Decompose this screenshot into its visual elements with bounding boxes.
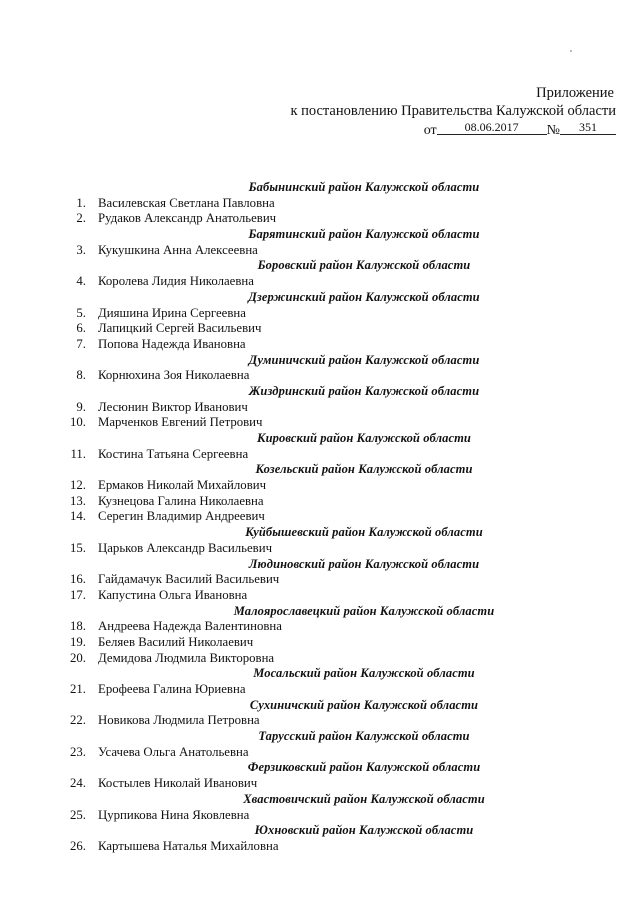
- district-heading: Хвастовичский район Калужской области: [243, 791, 485, 806]
- person-name: Рудаков Александр Анатольевич: [98, 211, 277, 226]
- list-item: [60, 306, 580, 322]
- list-item: [60, 635, 580, 651]
- document-date: 08.06.2017: [437, 120, 547, 135]
- list-item: [60, 541, 580, 557]
- item-number: 22.: [70, 713, 86, 728]
- list-item: [60, 447, 580, 463]
- list-item: [60, 572, 580, 588]
- list-item: [60, 415, 580, 431]
- person-name: Дияшина Ирина Сергеевна: [98, 305, 246, 320]
- list-item: [60, 274, 580, 290]
- list-item: [60, 651, 580, 667]
- person-name: Гайдамачук Василий Васильевич: [98, 572, 280, 587]
- district-heading: Людиновский район Калужской области: [248, 556, 480, 571]
- district-heading: Козельский район Калужской области: [255, 462, 473, 477]
- person-name: Кузнецова Галина Николаевна: [98, 493, 264, 508]
- district-heading: Барятинский район Калужской области: [248, 227, 480, 242]
- list-item: [60, 243, 580, 259]
- district-heading: Ферзиковский район Калужской области: [247, 760, 481, 775]
- district-heading: Куйбышевский район Калужской области: [245, 525, 483, 540]
- list-item: [60, 494, 580, 510]
- person-name: Попова Надежда Ивановна: [98, 336, 246, 351]
- date-prefix: от: [423, 123, 437, 138]
- person-name: Картышева Наталья Михайловна: [98, 838, 279, 853]
- list-item: [60, 713, 580, 729]
- district-heading: Думиничский район Калужской области: [248, 352, 480, 367]
- item-number: 11.: [70, 446, 86, 461]
- item-number: 4.: [76, 274, 86, 289]
- list-item: [60, 619, 580, 635]
- person-name: Марченков Евгений Петрович: [98, 415, 263, 430]
- item-number: 21.: [70, 682, 86, 696]
- item-number: 16.: [70, 572, 86, 587]
- person-name: Беляев Василий Николаевич: [98, 634, 254, 649]
- list-item: [60, 839, 580, 855]
- list-item: [60, 400, 580, 416]
- document-header: [290, 84, 616, 140]
- person-name: Костина Татьяна Сергеевна: [98, 446, 249, 461]
- item-number: 1.: [76, 195, 86, 210]
- item-number: 18.: [70, 619, 86, 634]
- district-heading: Дзержинский район Калужской области: [248, 289, 480, 304]
- list-item: [60, 321, 580, 337]
- item-number: 6.: [76, 321, 86, 336]
- date-number-line: [290, 120, 616, 140]
- person-name: Усачева Ольга Анатольевна: [98, 744, 249, 759]
- scan-dot: [570, 50, 572, 52]
- list-item: [60, 368, 580, 384]
- district-list: [60, 180, 580, 855]
- list-item: [60, 588, 580, 604]
- item-number: 20.: [70, 650, 86, 665]
- person-name: Корнюхина Зоя Николаевна: [98, 368, 250, 383]
- item-number: 7.: [76, 336, 86, 351]
- item-number: 5.: [76, 305, 86, 320]
- person-name: Королева Лидия Николаевна: [98, 274, 254, 289]
- person-name: Цурпикова Нина Яковлевна: [98, 807, 250, 822]
- person-name: Лесюнин Виктор Иванович: [98, 399, 248, 414]
- district-heading: Боровский район Калужской области: [257, 258, 471, 273]
- person-name: Ермаков Николай Михайлович: [98, 478, 267, 493]
- person-name: Андреева Надежда Валентиновна: [98, 619, 282, 634]
- person-name: Ерофеева Галина Юриевна: [98, 682, 246, 696]
- item-number: 26.: [70, 838, 86, 853]
- person-name: Царьков Александр Васильевич: [98, 540, 273, 555]
- district-heading: Юхновский район Калужской области: [254, 823, 474, 838]
- district-heading: Бабынинский район Калужской области: [248, 180, 480, 194]
- item-number: 14.: [70, 509, 86, 524]
- person-name: Кукушкина Анна Алексеевна: [98, 242, 258, 257]
- item-number: 12.: [70, 478, 86, 493]
- person-name: Костылев Николай Иванович: [98, 776, 258, 791]
- person-name: Капустина Ольга Ивановна: [98, 587, 248, 602]
- item-number: 3.: [76, 242, 86, 257]
- person-name: Новикова Людмила Петровна: [98, 713, 260, 728]
- list-item: [60, 682, 580, 698]
- district-heading: Кировский район Калужской области: [257, 431, 471, 445]
- person-name: Демидова Людмила Викторовна: [98, 650, 275, 665]
- district-heading: Тарусский район Калужской области: [258, 729, 470, 744]
- item-number: 13.: [70, 493, 86, 508]
- item-number: 9.: [76, 399, 86, 414]
- district-heading: Малоярославецкий район Калужской области: [233, 603, 495, 618]
- district-heading: Сухиничский район Калужской области: [249, 697, 479, 712]
- document-number: 351: [560, 120, 616, 135]
- list-item: [60, 196, 580, 212]
- list-item: [60, 776, 580, 792]
- appendix-title: Приложение: [536, 85, 614, 101]
- item-number: 17.: [70, 587, 86, 602]
- appendix-subtitle: к постановлению Правительства Калужской области: [290, 103, 616, 119]
- item-number: 2.: [76, 211, 86, 226]
- item-number: 8.: [76, 368, 86, 383]
- item-number: 24.: [70, 776, 86, 791]
- person-name: Василевская Светлана Павловна: [98, 195, 275, 210]
- item-number: 19.: [70, 634, 86, 649]
- person-name: Серегин Владимир Андреевич: [98, 509, 265, 524]
- list-item: [60, 808, 580, 824]
- list-item: [60, 337, 580, 353]
- list-item: [60, 509, 580, 525]
- item-number: 10.: [70, 415, 86, 430]
- person-name: Лапицкий Сергей Васильевич: [98, 321, 262, 336]
- item-number: 15.: [70, 540, 86, 555]
- district-heading: Мосальский район Калужской области: [253, 666, 475, 681]
- list-item: [60, 211, 580, 227]
- district-heading: Жиздринский район Калужской области: [248, 383, 480, 398]
- list-item: [60, 745, 580, 761]
- item-number: 23.: [70, 744, 86, 759]
- item-number: 25.: [70, 807, 86, 822]
- list-item: [60, 478, 580, 494]
- number-prefix: №: [546, 123, 560, 138]
